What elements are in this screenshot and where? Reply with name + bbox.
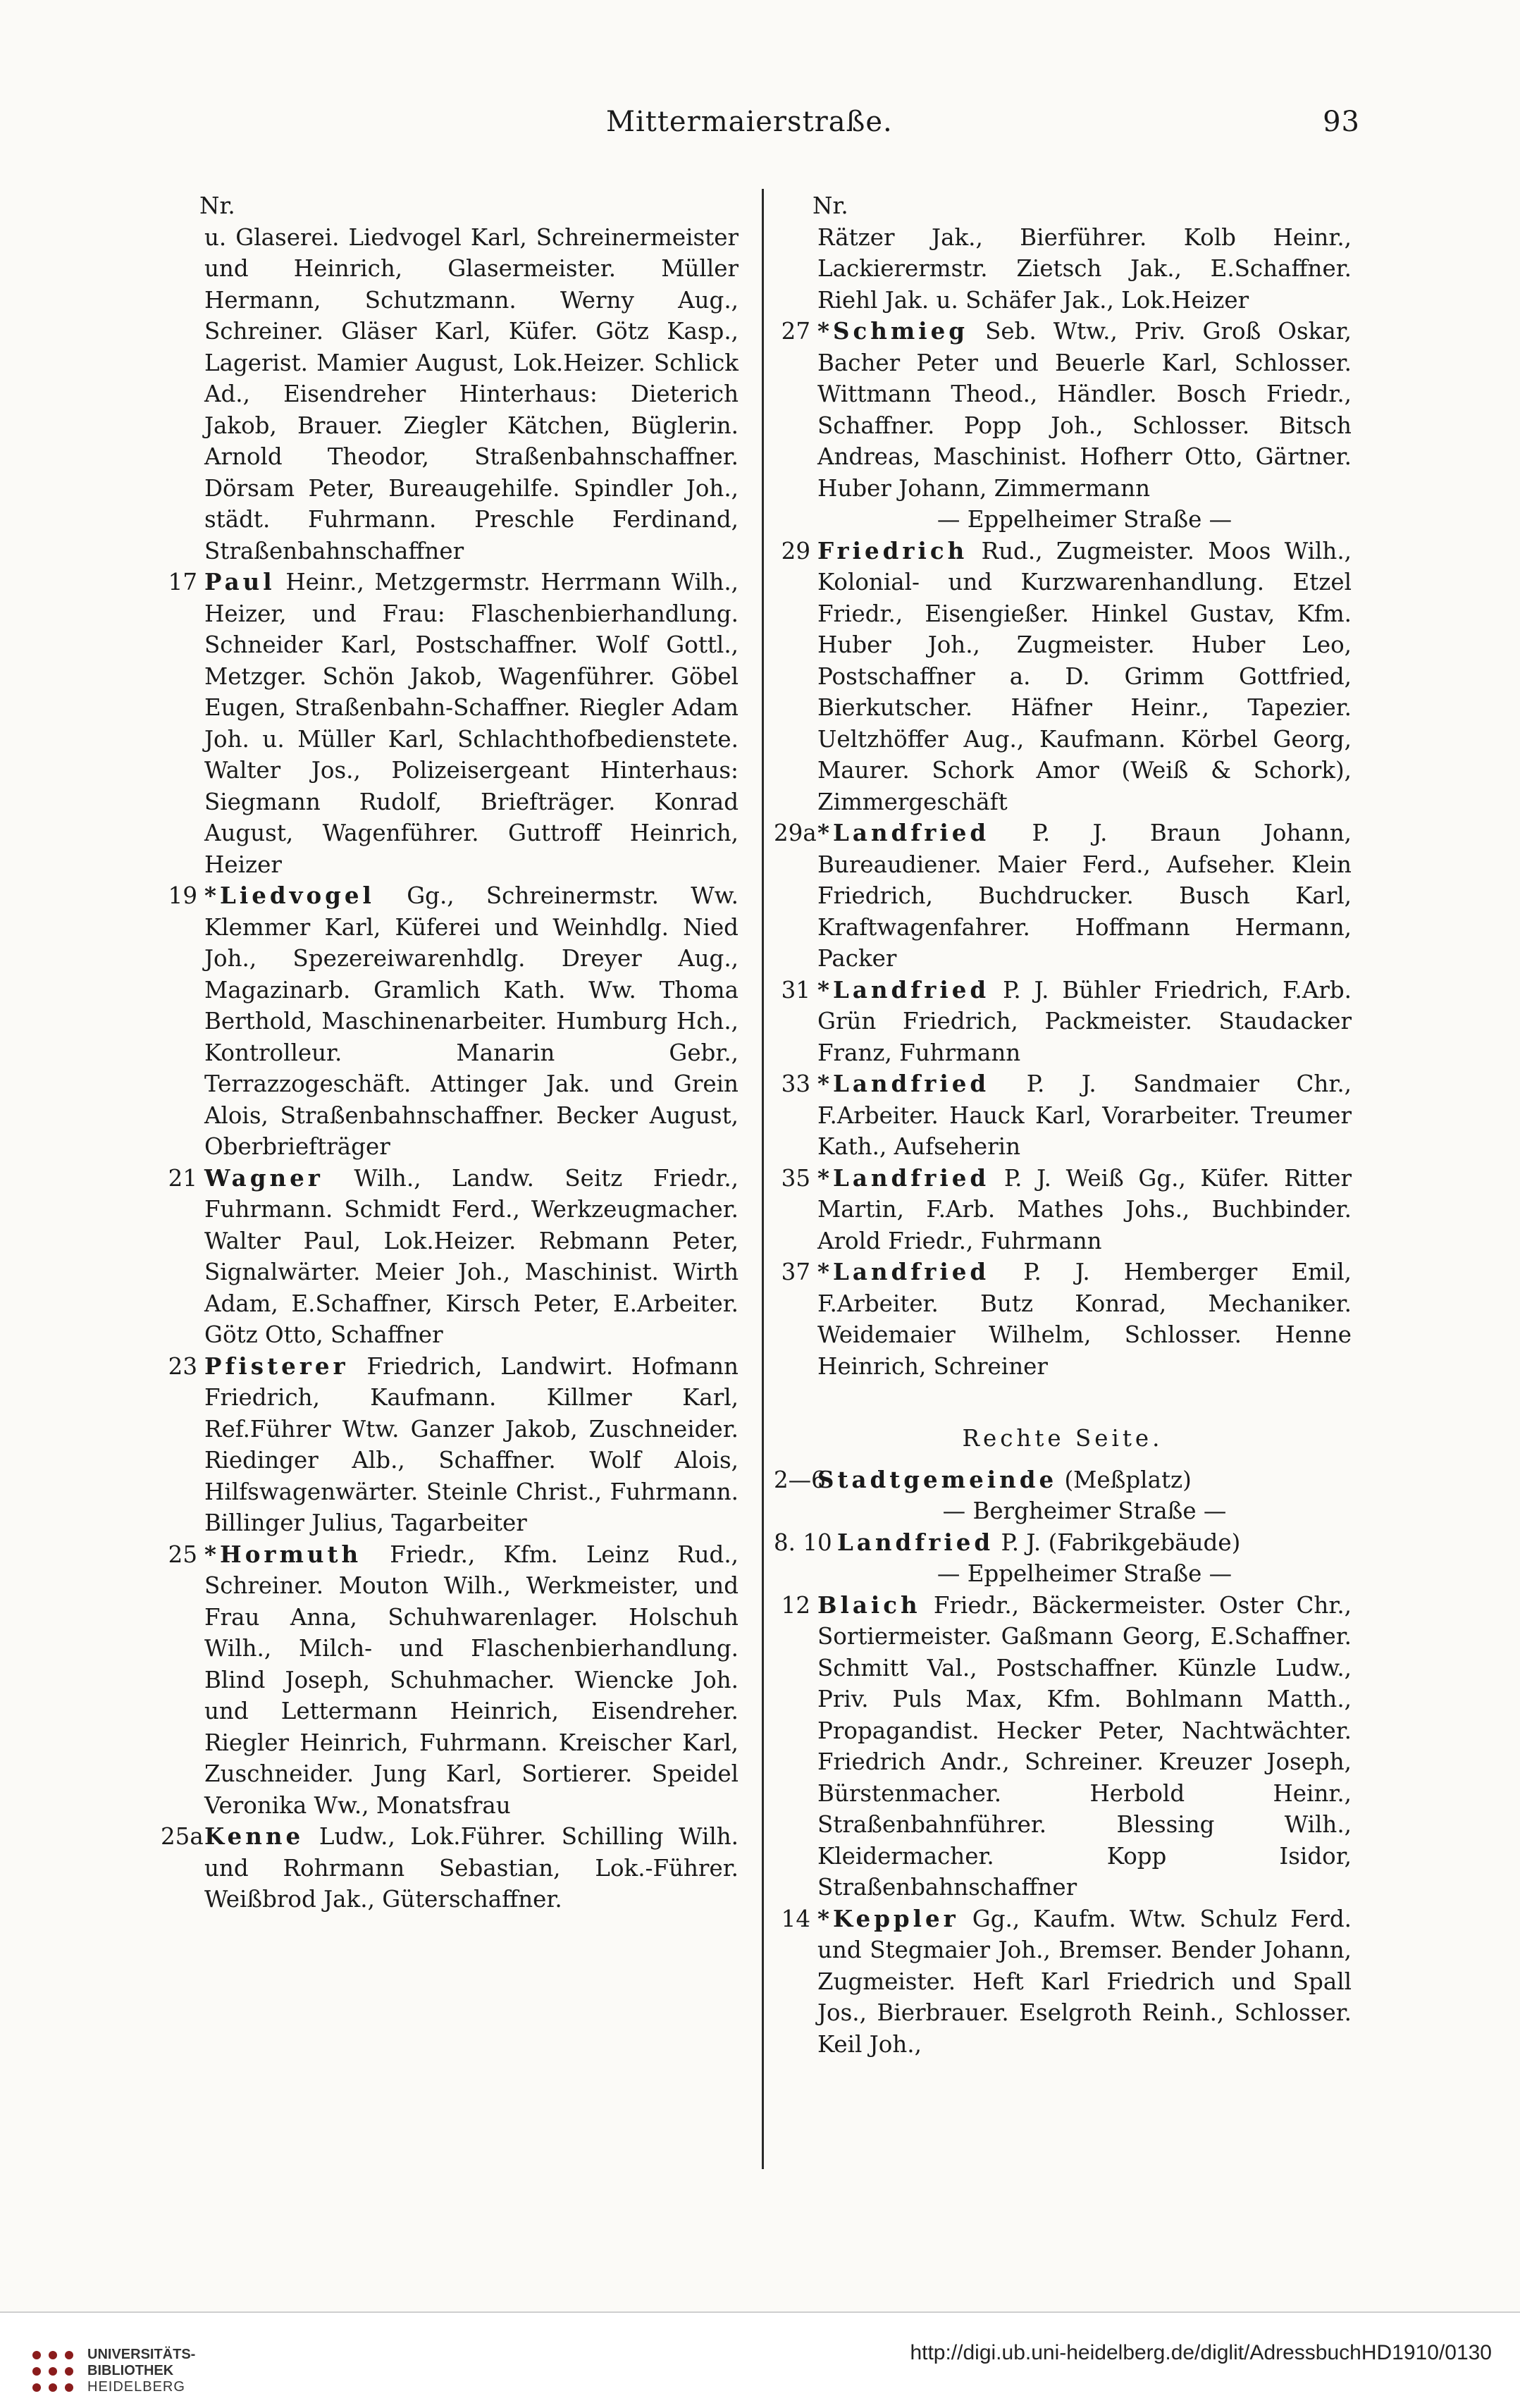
residents-text: Rätzer Jak., Bierführer. Kolb Heinr., Lackierermstr. Zietsch Jak., E.Schaffner. Riehl Jak. u. Schäfer Jak., Lok.Heizer <box>817 223 1352 314</box>
house-number <box>774 222 817 316</box>
residents-text: P. J. Braun Johann, Bureaudiener. Maier Ferd., Aufseher. Klein Friedrich, Buchdrucker. Busch Karl, Kraftwagenfahrer. Hoffmann Hermann, Packer <box>817 820 1352 972</box>
house-number: 17 <box>168 569 197 595</box>
house-number: 8. 10 <box>774 1529 832 1556</box>
owner-name: *Keppler <box>817 1904 959 1932</box>
residents-text: Heinr., Metzgermstr. Herrmann Wilh., Heizer, und Frau: Flaschenbierhandlung. Schneider Karl, Postschaffner. Wolf Gottl., Metzger. Schön Jakob, Wagenführer. Göbel Eugen, Straßenbahn-Schaffner. Riegler Adam Joh. u. Müller Karl, Schlachthofbedienstete. Walter Jos., Polizeisergeant Hinterhaus: Siegmann Rudolf, Briefträger. Konrad August, Wagenführer. Guttroff Heinrich, Heizer <box>204 569 739 878</box>
house-number: 25 <box>168 1540 197 1568</box>
address-entry <box>774 1590 1352 1903</box>
address-entry <box>774 817 1352 975</box>
address-entry <box>161 1351 739 1539</box>
nr-label-right: Nr. <box>812 192 848 219</box>
residents-text: Friedr., Kfm. Leinz Rud., Schreiner. Mouton Wilh., Werkmeister, und Frau Anna, Schuhwarenlager. Holschuh Wilh., Milch- und Flaschenbierhandlung. Blind Joseph, Schuhmacher. Wiencke Joh. und Lettermann Heinrich, Eisendreher. Riegler Heinrich, Fuhrmann. Kreischer Karl, Zuschneider. Jung Karl, Sortierer. Speidel Veronika Ww., Monatsfrau <box>204 1540 739 1819</box>
house-number: 14 <box>781 1905 810 1932</box>
library-line-1: UNIVERSITÄTS- <box>87 2347 196 2362</box>
house-number <box>774 1558 817 1590</box>
library-logo-icon <box>28 2347 78 2396</box>
address-entry <box>161 567 739 880</box>
house-number: 27 <box>781 318 810 345</box>
residents-text: Wilh., Landw. Seitz Friedr., Fuhrmann. Schmidt Ferd., Werkzeugmacher. Walter Paul, Lok.Heizer. Rebmann Peter, Signalwärter. Meier Joh., Maschinist. Wirth Adam, E.Schaffner, Kirsch Peter, E.Arbeiter. Götz Otto, Schaffner <box>204 1164 739 1348</box>
address-entry <box>774 1068 1352 1163</box>
column-divider <box>762 189 764 2169</box>
house-number: 33 <box>781 1070 810 1097</box>
residents-text: Gg., Kaufm. Wtw. Schulz Ferd. und Stegmaier Joh., Bremser. Bender Johann, Zugmeister. Heft Karl Friedrich und Spall Jos., Bierbrauer. Eselgroth Reinh., Schlosser. Keil Joh., <box>817 1905 1352 2058</box>
residents-text: Friedr., Bäckermeister. Oster Chr., Sortiermeister. Gaßmann Georg, E.Schaffner. Schmitt Val., Postschaffner. Künzle Ludw., Priv. Puls Max, Kfm. Bohlmann Matth., Propagandist. Hecker Peter, Nachtwächter. Friedrich Andr., Schreiner. Kreuzer Joseph, Bürstenmacher. Herbold Heinr., Straßenbahnführer. Blessing Wilh., Kleidermacher. Kopp Isidor, Straßenbahnschaffner <box>817 1591 1352 1901</box>
house-number: 12 <box>781 1591 810 1619</box>
house-number <box>774 1495 817 1527</box>
house-number: 29a <box>774 820 817 846</box>
owner-name: *Liedvogel <box>204 882 375 909</box>
page-number: 93 <box>1323 106 1360 138</box>
address-entry <box>774 1558 1352 1590</box>
house-number <box>161 222 204 567</box>
left-column <box>161 190 739 1915</box>
residents-text: u. Glaserei. Liedvogel Karl, Schreinermeister und Heinrich, Glasermeister. Müller Hermann, Schutzmann. Werny Aug., Schreiner. Gläser Karl, Küfer. Götz Kasp., Lagerist. Mamier August, Lok.Heizer. Schlick Ad., Eisendreher Hinterhaus: Dieterich Jakob, Brauer. Ziegler Kätchen, Büglerin. Arnold Theodor, Straßenbahnschaffner. Dörsam Peter, Bureaugehilfe. Spindler Joh., städt. Fuhrmann. Preschle Ferdinand, Straßenbahnschaffner <box>204 223 739 564</box>
address-entry <box>161 222 739 567</box>
address-entry <box>774 1495 1352 1527</box>
residents-text: Gg., Schreinermstr. Ww. Klemmer Karl, Küferei und Weinhdlg. Nied Joh., Spezereiwarenhdlg. Dreyer Aug., Magazinarb. Gramlich Kath. Ww. Thoma Berthold, Maschinenarbeiter. Humburg Hch., Kontrolleur. Manarin Gebr., Terrazzogeschäft. Attinger Jak. und Grein Alois, Straßenbahnschaffner. Becker August, Oberbriefträger <box>204 882 739 1160</box>
address-entry <box>161 880 739 1163</box>
house-number: 25a <box>161 1823 204 1850</box>
section-title: Rechte Seite. <box>962 1425 1163 1452</box>
residents-text: Ludw., Lok.Führer. Schilling Wilh. und Rohrmann Sebastian, Lok.-Führer. Weißbrod Jak., Güterschaffner. <box>204 1823 739 1913</box>
owner-name: *Landfried <box>817 1070 990 1097</box>
house-number: 21 <box>168 1164 197 1192</box>
residents-text: P. J. (Fabrikgebäude) <box>1001 1529 1241 1556</box>
owner-name: Stadtgemeinde <box>817 1465 1058 1493</box>
right-entries <box>774 222 1352 1383</box>
address-entry <box>161 1163 739 1351</box>
residents-text: Seb. Wtw., Priv. Groß Oskar, Bacher Peter und Beuerle Karl, Schlosser. Wittmann Theod., Händler. Bosch Friedr., Schaffner. Popp Joh., Schlosser. Bitsch Andreas, Maschinist. Hofherr Otto, Gärtner. Huber Johann, Zimmermann <box>817 318 1352 502</box>
house-number: 37 <box>781 1259 810 1285</box>
nr-label: Nr. <box>199 192 235 219</box>
residents-text: P. J. Weiß Gg., Küfer. Ritter Martin, F.Arb. Mathes Johs., Buchbinder. Arold Friedr., Fuhrmann <box>817 1164 1352 1254</box>
house-number: 23 <box>168 1352 197 1380</box>
address-entry <box>774 1257 1352 1382</box>
address-entry <box>161 1539 739 1822</box>
owner-name: *Landfried <box>817 1258 990 1285</box>
right-entries-2 <box>774 1464 1352 2061</box>
owner-name: Kenne <box>204 1822 304 1850</box>
owner-name: Wagner <box>204 1163 323 1192</box>
address-entry <box>774 504 1352 536</box>
owner-name: *Landfried <box>817 975 990 1004</box>
library-line-3: HEIDELBERG <box>87 2379 185 2395</box>
residents-text: P. J. Bühler Friedrich, F.Arb. Grün Friedrich, Packmeister. Staudacker Franz, Fuhrmann <box>817 976 1352 1066</box>
owner-name: Blaich <box>817 1591 921 1619</box>
address-entry <box>774 1464 1352 1496</box>
owner-name: *Landfried <box>817 819 990 846</box>
address-entry <box>774 1903 1352 2061</box>
library-line-2: BIBLIOTHEK <box>87 2363 174 2378</box>
house-number: 35 <box>781 1164 810 1192</box>
owner-name: Pfisterer <box>204 1352 349 1380</box>
address-entry <box>774 536 1352 818</box>
owner-name: *Schmieg <box>817 317 969 345</box>
running-head <box>606 106 1360 148</box>
owner-name: *Hormuth <box>204 1540 362 1568</box>
residents-text: (Meßplatz) <box>1064 1466 1192 1493</box>
house-number: 29 <box>781 537 810 564</box>
owner-name: Friedrich <box>817 536 968 564</box>
residents-text: Rud., Zugmeister. Moos Wilh., Kolonial- und Kurzwarenhandlung. Etzel Friedr., Eisengießer. Hinkel Gustav, Kfm. Huber Joh., Zugmeister. Huber Leo, Postschaffner a. D. Grimm Gottfried, Bierkutscher. Häfner Heinr., Tapezier. Ueltzhöffer Aug., Kaufmann. Körbel Georg, Maurer. Schork Amor (Weiß & Schork), Zimmergeschäft <box>817 537 1352 815</box>
owner-name: Paul <box>204 568 276 595</box>
house-number <box>774 504 817 536</box>
address-entry <box>774 1163 1352 1257</box>
address-entry <box>774 222 1352 316</box>
street-title: Mittermaierstraße. <box>606 106 893 138</box>
address-entry <box>774 975 1352 1069</box>
address-entry <box>774 1527 1352 1559</box>
house-number: 19 <box>168 882 197 909</box>
residents-text: P. J. Sandmaier Chr., F.Arbeiter. Hauck Karl, Vorarbeiter. Treumer Kath., Aufseherin <box>817 1070 1352 1160</box>
source-url-link[interactable]: http://digi.ub.uni-heidelberg.de/diglit/AdressbuchHD1910/0130 <box>910 2341 1492 2364</box>
left-entries <box>161 222 739 1915</box>
address-entry <box>774 316 1352 504</box>
residents-text: — Eppelheimer Straße — <box>937 1560 1232 1587</box>
residents-text: P. J. Hemberger Emil, F.Arbeiter. Butz Konrad, Mechaniker. Weidemaier Wilhelm, Schlosser. Henne Heinrich, Schreiner <box>817 1259 1352 1380</box>
residents-text: Friedrich, Landwirt. Hofmann Friedrich, Kaufmann. Killmer Karl, Ref.Führer Wtw. Ganzer Jakob, Zuschneider. Riedinger Alb., Schaffner. Wolf Alois, Hilfswagenwärter. Steinle Christ., Fuhrmann. Billinger Julius, Tagarbeiter <box>204 1352 739 1536</box>
residents-text: — Bergheimer Straße — <box>942 1498 1227 1524</box>
house-number: 2—6 <box>774 1466 826 1493</box>
house-number: 31 <box>781 976 810 1004</box>
owner-name: *Landfried <box>817 1163 990 1192</box>
residents-text: — Eppelheimer Straße — <box>937 506 1232 533</box>
owner-name: Landfried <box>837 1528 994 1556</box>
right-column <box>774 190 1352 2060</box>
address-entry <box>161 1821 739 1915</box>
library-name <box>87 2347 257 2395</box>
